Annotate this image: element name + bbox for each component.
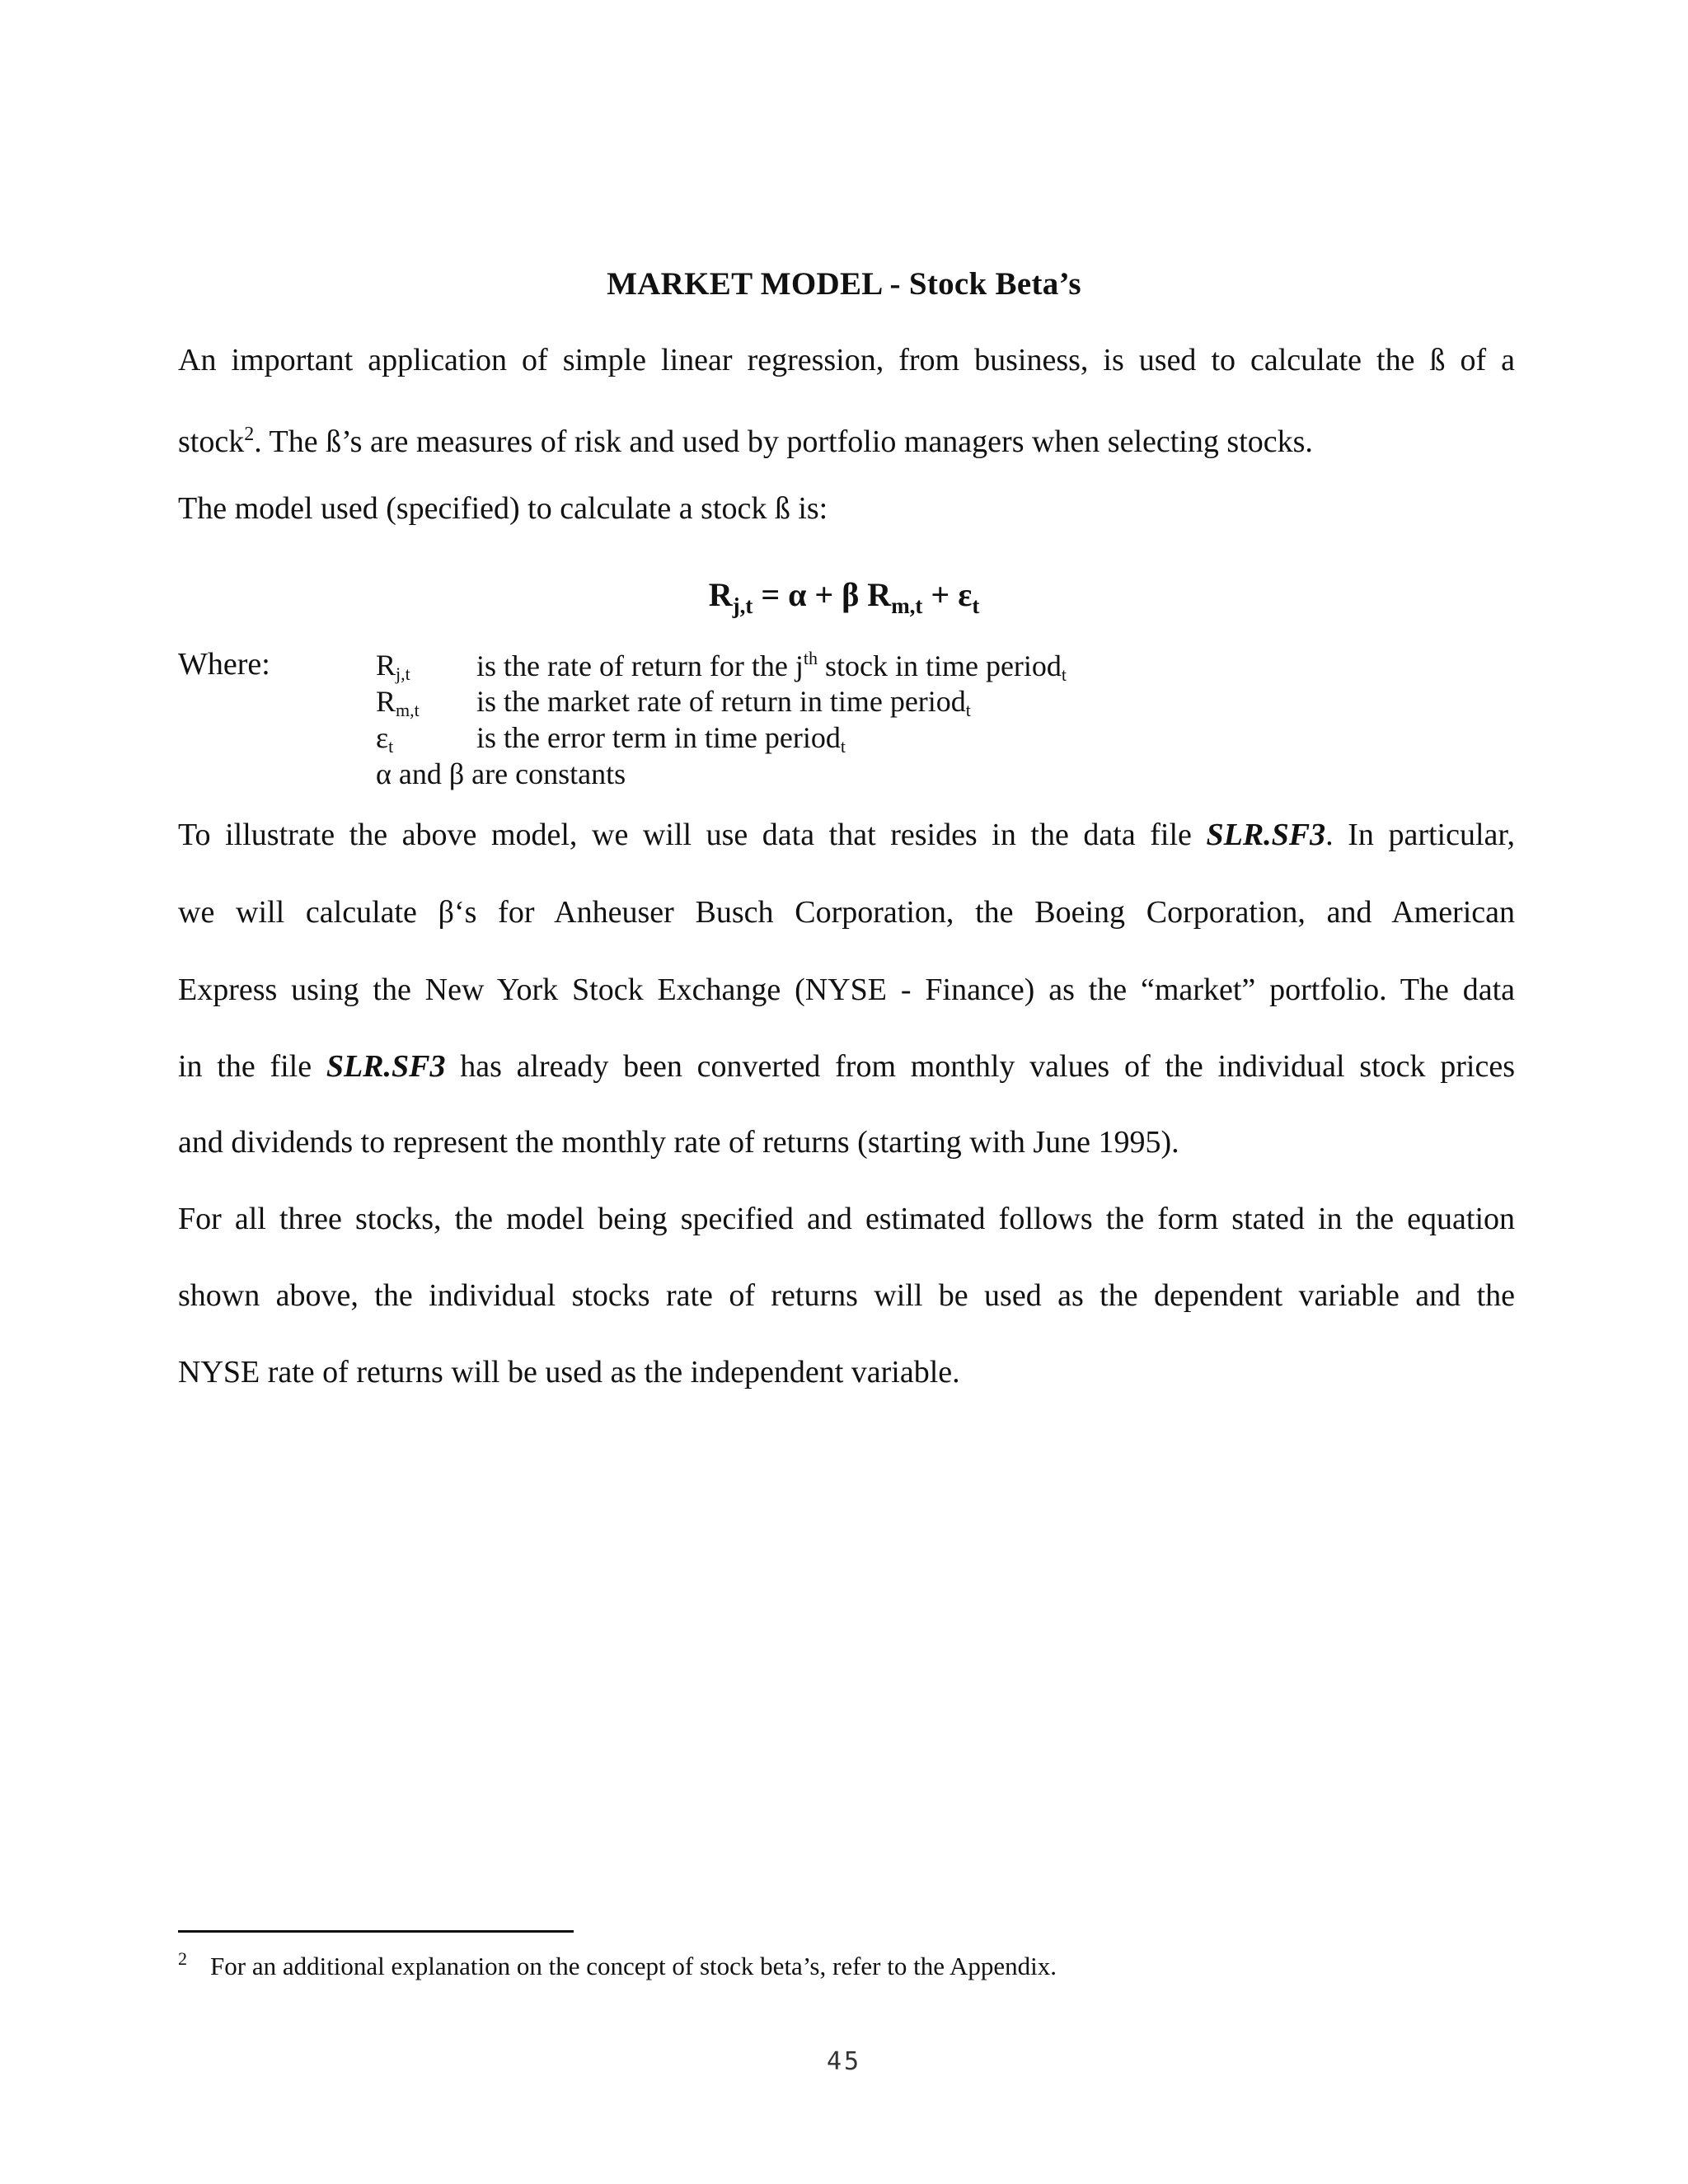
footnote-text: For an additional explanation on the concept of stock beta’s, refer to the Appendix.	[210, 1952, 1057, 1980]
intro-text-1: An important application of simple linear regression, from business, is used to calculate the ß of a	[178, 343, 1515, 377]
equation-error: + ε	[922, 576, 973, 613]
intro-text-3: The model used (specified) to calculate a stock ß is:	[178, 491, 828, 526]
illustrate-line-4-content	[178, 1051, 1515, 1082]
stocks-line-2	[178, 1280, 1515, 1311]
symbol-letter: R	[376, 685, 396, 718]
illustrate-text-4b: has already been converted from monthly values of the individual stock prices	[445, 1049, 1515, 1084]
constants-note: α and β are constants	[376, 757, 626, 790]
definition-subscript: t	[840, 736, 846, 757]
intro-line-3	[178, 493, 1515, 524]
definition-text	[476, 648, 1067, 686]
symbol-subscript: m,t	[396, 700, 420, 720]
equation-error-subscript: t	[972, 593, 980, 618]
intro-text-2b: . The ß’s are measures of risk and used by portfolio managers when selecting stocks.	[254, 424, 1313, 459]
symbol-letter: ε	[376, 721, 389, 754]
data-file-name: SLR.SF3	[1206, 818, 1326, 852]
equation-lhs-subscript: j,t	[732, 593, 753, 618]
illustrate-line-5	[178, 1127, 1515, 1158]
definition-text	[476, 684, 971, 721]
symbol-subscript: j,t	[396, 663, 410, 684]
definition-text-b: stock in time period	[817, 649, 1062, 682]
page-number: 45	[826, 2047, 862, 2076]
definition-text-a: is the market rate of return in time period	[476, 685, 966, 718]
definition-symbol	[376, 648, 410, 685]
illustrate-line-1-content	[178, 819, 1515, 851]
intro-line-2-content	[178, 419, 1515, 459]
illustrate-text-1b: . In particular,	[1325, 818, 1516, 852]
page-title: MARKET MODEL - Stock Beta’s	[607, 266, 1081, 302]
symbol-letter: R	[376, 649, 396, 682]
stocks-text-2: shown above, the individual stocks rate of returns will be used as the dependent variable and the	[178, 1278, 1515, 1313]
footnote-mark: 2	[178, 1948, 187, 1969]
intro-line-1	[178, 344, 1515, 376]
stocks-text-3: NYSE rate of returns will be used as the independent variable.	[178, 1355, 960, 1390]
illustrate-line-2	[178, 897, 1515, 928]
definition-symbol	[376, 720, 393, 757]
illustrate-text-5: and dividends to represent the monthly rate of returns (starting with June 1995).	[178, 1125, 1179, 1160]
equation-rhs-subscript: m,t	[891, 593, 923, 618]
illustrate-line-4	[178, 1051, 1515, 1082]
symbol-subscript: t	[388, 736, 394, 757]
definition-text	[476, 720, 846, 757]
footnote-divider	[178, 1930, 574, 1933]
stocks-line-1	[178, 1203, 1515, 1235]
illustrate-text-2: we will calculate β‘s for Anheuser Busch Corporation, the Boeing Corporation, and American	[178, 895, 1515, 930]
intro-text-2a: stock	[178, 424, 245, 459]
footnote	[178, 1948, 1057, 1981]
illustrate-line-1	[178, 819, 1515, 851]
definition-subscript: t	[1061, 664, 1067, 685]
definition-superscript: th	[803, 648, 818, 668]
illustrate-text-3: Express using the New York Stock Exchange (NYSE - Finance) as the “market” portfolio. The data	[178, 972, 1515, 1007]
equation-middle: = α + β R	[753, 576, 892, 613]
footnote-reference: 2	[244, 424, 255, 445]
definition-text-a: is the error term in time period	[476, 721, 841, 754]
intro-line-2	[178, 419, 1515, 459]
market-model-equation	[0, 575, 1688, 619]
equation-lhs: R	[708, 576, 733, 613]
illustrate-line-3	[178, 974, 1515, 1005]
stocks-text-1: For all three stocks, the model being specified and estimated follows the form stated in the equation	[178, 1202, 1515, 1236]
definition-subscript: t	[965, 700, 971, 720]
illustrate-text-1a: To illustrate the above model, we will use data that resides in the data file	[178, 818, 1207, 852]
where-label: Where:	[178, 647, 270, 682]
definition-symbol	[376, 684, 420, 721]
stocks-line-3	[178, 1357, 1515, 1388]
illustrate-text-4a: in the file	[178, 1049, 326, 1084]
data-file-name: SLR.SF3	[326, 1049, 446, 1084]
definition-text-a: is the rate of return for the j	[476, 649, 804, 682]
